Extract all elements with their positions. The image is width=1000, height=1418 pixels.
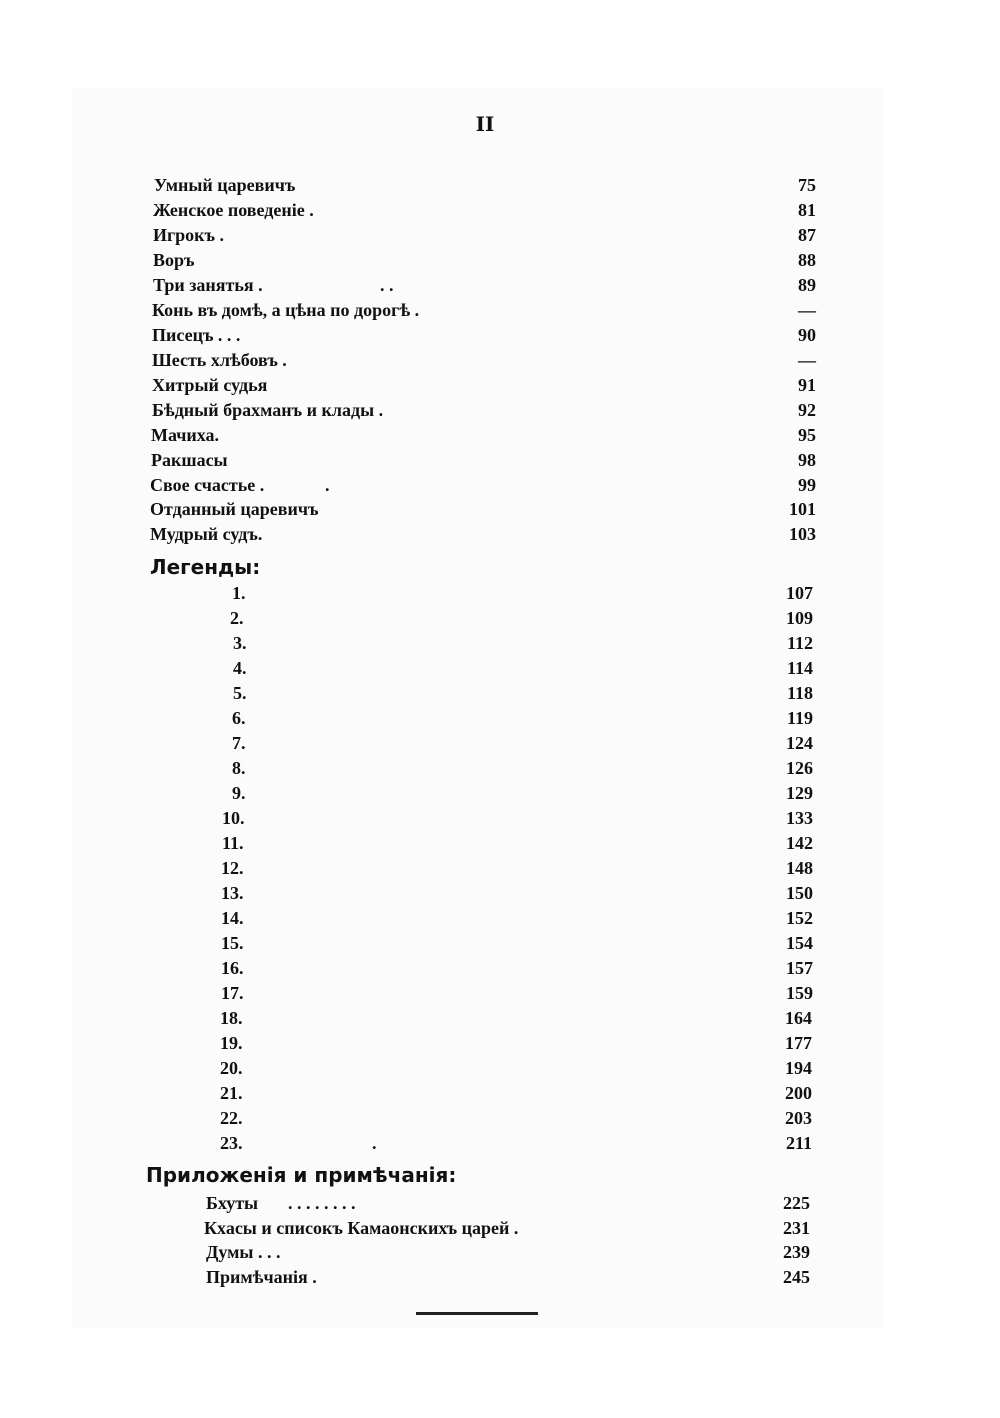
- legend-number: 6.: [232, 708, 246, 728]
- toc-entry-title: Мудрый судъ.: [150, 524, 263, 544]
- legend-entry: [0, 1056, 1000, 1081]
- appendix-entry-page: 239: [783, 1242, 810, 1262]
- page-number: II: [475, 112, 495, 136]
- toc-entry-title: Бѣдный брахманъ и клады .: [152, 400, 384, 420]
- legend-number: 18.: [220, 1008, 243, 1028]
- legend-entry: [0, 1131, 1000, 1156]
- legend-entry: [0, 831, 1000, 856]
- toc-entry-title: Воръ: [153, 250, 195, 270]
- appendix-entry: [0, 1265, 1000, 1290]
- appendix-heading: Приложенія и примѣчанія:: [146, 1163, 457, 1187]
- legend-entry: [0, 806, 1000, 831]
- legend-page: 142: [786, 833, 813, 853]
- toc-entry-title: Шесть хлѣбовъ .: [152, 350, 287, 370]
- appendix-entry-dots: . . . . . . . .: [288, 1193, 356, 1213]
- toc-entry: [0, 373, 1000, 398]
- legend-number: 10.: [222, 808, 245, 828]
- toc-entry: [0, 223, 1000, 248]
- legend-page: 200: [785, 1083, 812, 1103]
- legend-page: 114: [786, 658, 813, 678]
- toc-entry-page: 95: [798, 425, 816, 445]
- toc-entry: [0, 473, 1000, 498]
- legend-page: 112: [786, 633, 813, 653]
- legend-page: 133: [786, 808, 813, 828]
- toc-entry-page: 103: [789, 524, 816, 544]
- closing-rule: [416, 1312, 538, 1315]
- toc-entry-title: Умный царевичъ: [154, 175, 296, 195]
- toc-entry: [0, 522, 1000, 547]
- legend-entry: [0, 756, 1000, 781]
- legend-number: 8.: [232, 758, 246, 778]
- legend-entry: [0, 981, 1000, 1006]
- legend-number: 20.: [220, 1058, 243, 1078]
- legend-number: 9.: [232, 783, 246, 803]
- legend-page: 148: [786, 858, 813, 878]
- legend-number: 23.: [220, 1133, 243, 1153]
- legend-entry: [0, 856, 1000, 881]
- toc-entry-title: Писецъ . . .: [152, 325, 241, 345]
- legend-number: 7.: [232, 733, 246, 753]
- toc-entry: [0, 497, 1000, 522]
- legend-number: 15.: [221, 933, 244, 953]
- toc-entry-title: Игрокъ .: [153, 225, 225, 245]
- toc-entry-page: 101: [789, 499, 816, 519]
- legend-entry: [0, 706, 1000, 731]
- legend-page: 154: [786, 933, 813, 953]
- toc-entry-page: —: [798, 350, 816, 370]
- legend-entry: [0, 731, 1000, 756]
- legend-number: 13.: [221, 883, 244, 903]
- legend-entry: [0, 1081, 1000, 1106]
- legend-dot: .: [372, 1133, 377, 1153]
- legend-number: 1.: [232, 583, 246, 603]
- legends-heading: Легенды:: [150, 555, 261, 579]
- toc-entry-page: —: [798, 300, 816, 320]
- legend-entry: [0, 656, 1000, 681]
- toc-entry: [0, 173, 1000, 198]
- toc-entry-dots: . .: [380, 275, 394, 295]
- toc-entry-title: Три занятья .: [153, 275, 263, 295]
- toc-entry-title: Конь въ домѣ, а цѣна по дорогѣ .: [152, 300, 420, 320]
- toc-entry-page: 88: [798, 250, 816, 270]
- legend-page: 164: [785, 1008, 812, 1028]
- toc-entry: [0, 348, 1000, 373]
- toc-entry: [0, 398, 1000, 423]
- legend-number: 4.: [233, 658, 247, 678]
- appendix-entry-page: 231: [783, 1218, 810, 1238]
- legend-number: 2.: [230, 608, 244, 628]
- toc-entry-title: Свое счастье .: [150, 475, 265, 495]
- toc-entry-title: Ракшасы: [151, 450, 228, 470]
- legend-number: 21.: [220, 1083, 243, 1103]
- toc-entry-page: 99: [798, 475, 816, 495]
- toc-entry-page: 98: [798, 450, 816, 470]
- legend-page: 109: [786, 608, 813, 628]
- legend-page: 150: [786, 883, 813, 903]
- legend-entry: [0, 631, 1000, 656]
- appendix-entry: [0, 1191, 1000, 1216]
- legend-entry: [0, 1106, 1000, 1131]
- appendix-entry: [0, 1216, 1000, 1241]
- toc-entry-title: Мачиха.: [151, 425, 220, 445]
- toc-entry: [0, 248, 1000, 273]
- appendix-entry-title: Бхуты: [206, 1193, 259, 1213]
- toc-entry-dots: .: [325, 475, 330, 495]
- toc-entry-title: Женское поведеніе .: [153, 200, 314, 220]
- legend-page: 124: [786, 733, 813, 753]
- legend-entry: [0, 906, 1000, 931]
- legend-entry: [0, 881, 1000, 906]
- toc-entry-title: Отданный царевичъ: [150, 499, 319, 519]
- toc-entry: [0, 323, 1000, 348]
- legend-number: 11.: [222, 833, 244, 853]
- legend-entry: [0, 1006, 1000, 1031]
- appendix-entry-title: Примѣчанія .: [206, 1267, 317, 1287]
- legend-page: 203: [785, 1108, 812, 1128]
- legend-entry: [0, 956, 1000, 981]
- toc-entry: [0, 273, 1000, 298]
- toc-entry: [0, 298, 1000, 323]
- toc-entry-page: 75: [798, 175, 816, 195]
- legend-number: 17.: [221, 983, 244, 1003]
- legend-page: 211: [785, 1133, 812, 1153]
- legend-entry: [0, 781, 1000, 806]
- toc-entry-page: 91: [798, 375, 816, 395]
- legend-number: 12.: [221, 858, 244, 878]
- appendix-entry-title: Кхасы и списокъ Камаонскихъ царей .: [204, 1218, 519, 1238]
- legend-entry: [0, 931, 1000, 956]
- toc-entry-page: 87: [798, 225, 816, 245]
- toc-entry: [0, 423, 1000, 448]
- legend-number: 14.: [221, 908, 244, 928]
- legend-page: 118: [786, 683, 813, 703]
- legend-page: 126: [786, 758, 813, 778]
- legend-page: 159: [786, 983, 813, 1003]
- legend-page: 119: [786, 708, 813, 728]
- appendix-entry: [0, 1240, 1000, 1265]
- toc-entry-page: 89: [798, 275, 816, 295]
- legend-page: 107: [786, 583, 813, 603]
- toc-entry-page: 81: [798, 200, 816, 220]
- legend-entry: [0, 606, 1000, 631]
- legend-number: 19.: [220, 1033, 243, 1053]
- legend-number: 5.: [233, 683, 247, 703]
- toc-entry-page: 90: [798, 325, 816, 345]
- legend-entry: [0, 581, 1000, 606]
- legend-page: 157: [786, 958, 813, 978]
- legend-page: 177: [785, 1033, 812, 1053]
- appendix-entry-page: 225: [783, 1193, 810, 1213]
- legend-entry: [0, 681, 1000, 706]
- toc-entry-page: 92: [798, 400, 816, 420]
- appendix-entry-page: 245: [783, 1267, 810, 1287]
- legend-page: 129: [786, 783, 813, 803]
- toc-entry: [0, 448, 1000, 473]
- legend-entry: [0, 1031, 1000, 1056]
- legend-number: 22.: [220, 1108, 243, 1128]
- toc-entry: [0, 198, 1000, 223]
- legend-number: 16.: [221, 958, 244, 978]
- legend-page: 152: [786, 908, 813, 928]
- toc-entry-title: Хитрый судья: [152, 375, 268, 395]
- legend-number: 3.: [233, 633, 247, 653]
- legend-page: 194: [785, 1058, 812, 1078]
- appendix-entry-title: Думы . . .: [206, 1242, 281, 1262]
